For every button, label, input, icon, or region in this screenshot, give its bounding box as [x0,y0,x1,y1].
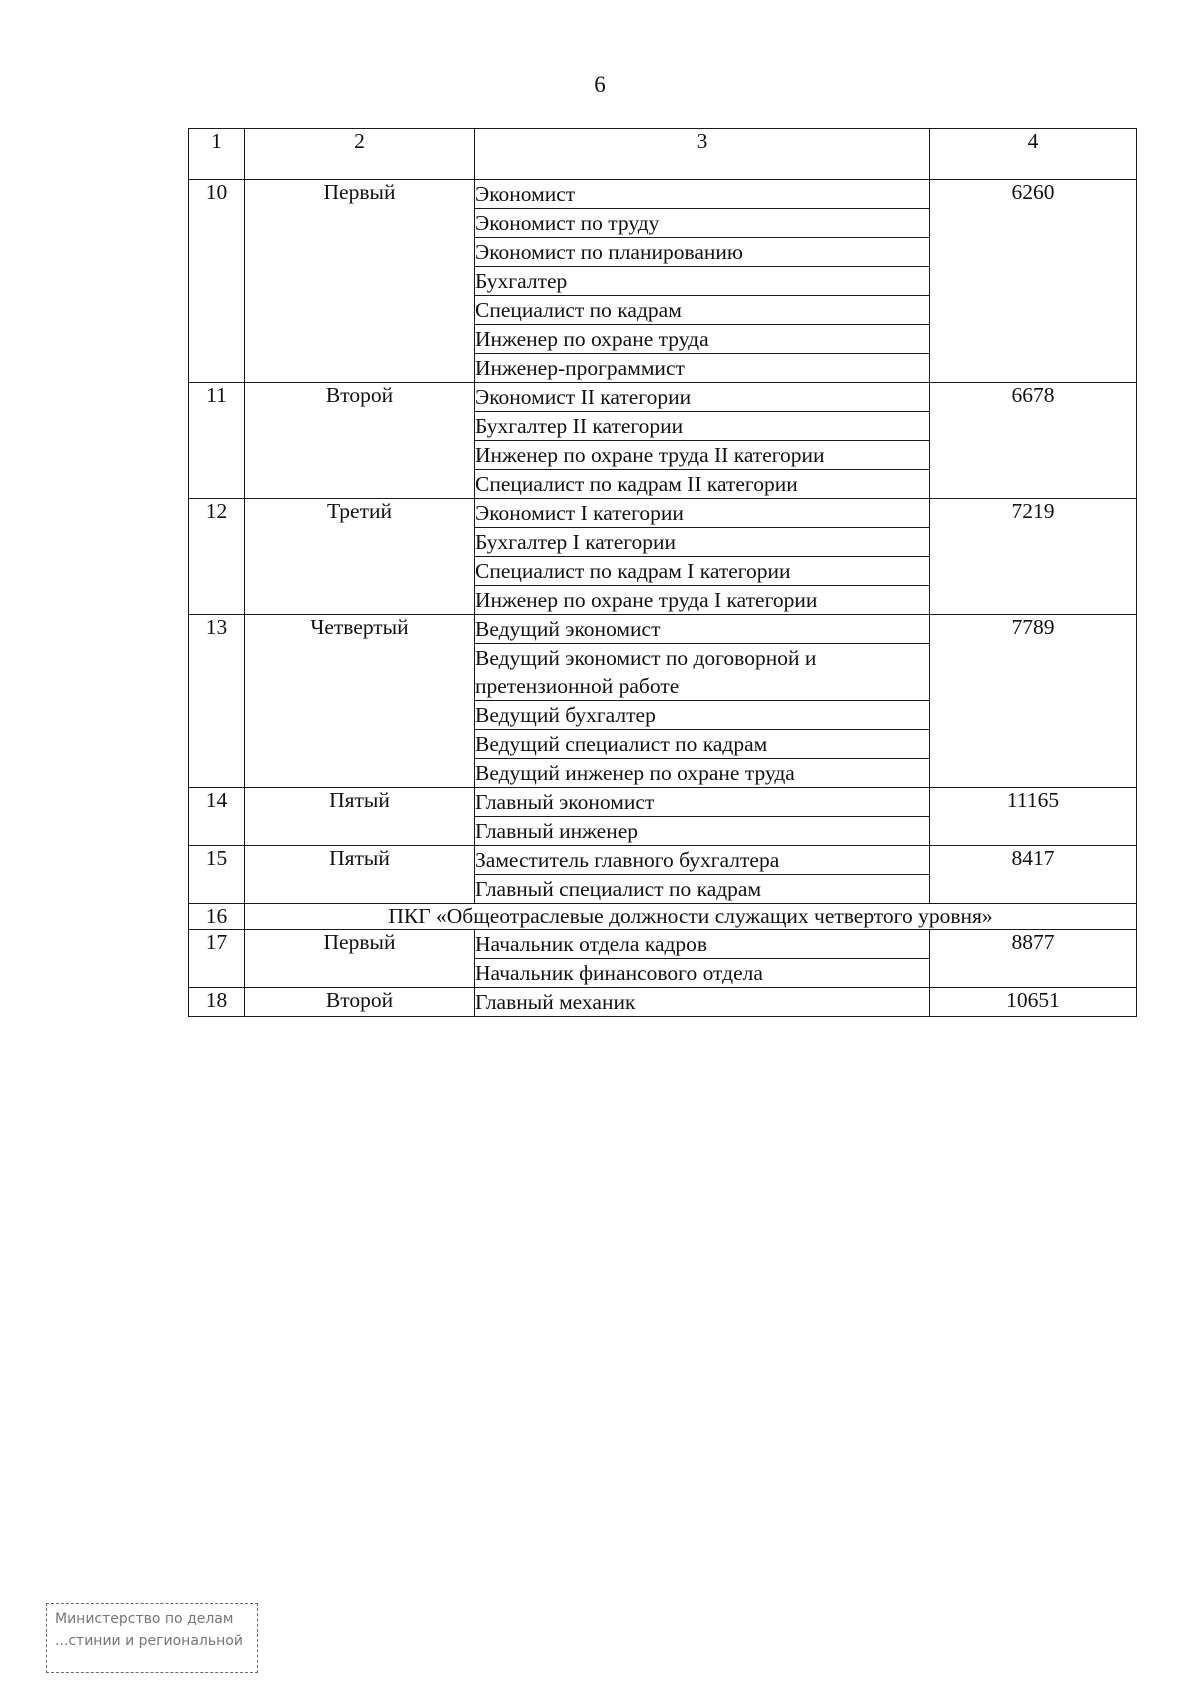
position-name: Экономист II категории [475,383,930,412]
salary-table [188,128,1137,1017]
position-name: Начальник отдела кадров [475,930,930,959]
ministry-stamp [46,1603,258,1673]
position-name: Главный механик [475,988,930,1017]
salary-value: 8417 [930,846,1137,904]
salary-value: 6260 [930,180,1137,383]
position-name: Бухгалтер [475,267,930,296]
table-row [189,988,1137,1017]
header-col-4: 4 [930,129,1137,180]
row-number: 13 [189,615,245,788]
table-row [189,180,1137,209]
position-name: Специалист по кадрам II категории [475,470,930,499]
row-number: 18 [189,988,245,1017]
table-row [189,930,1137,959]
header-col-3: 3 [475,129,930,180]
position-name: Главный экономист [475,788,930,817]
page-number: 6 [594,72,606,97]
section-row [189,904,1137,930]
salary-value: 7219 [930,499,1137,615]
position-name: Экономист I категории [475,499,930,528]
qualification-level: Второй [245,988,475,1017]
position-name: Инженер по охране труда II категории [475,441,930,470]
position-name: Главный специалист по кадрам [475,875,930,904]
table-row [189,383,1137,412]
table-row [189,788,1137,817]
stamp-line-1: Министерство по делам [55,1611,234,1627]
position-name: Специалист по кадрам I категории [475,557,930,586]
row-number: 16 [189,904,245,930]
qualification-level: Пятый [245,846,475,904]
qualification-level: Первый [245,930,475,988]
qualification-level: Второй [245,383,475,499]
position-name: Инженер по охране труда I категории [475,586,930,615]
table-row [189,615,1137,644]
position-name: Ведущий специалист по кадрам [475,730,930,759]
salary-value: 11165 [930,788,1137,846]
row-number: 12 [189,499,245,615]
position-name: Ведущий экономист по договорной и претензионной работе [475,644,930,701]
salary-value: 10651 [930,988,1137,1017]
position-name: Ведущий экономист [475,615,930,644]
position-name: Инженер по охране труда [475,325,930,354]
qualification-level: Третий [245,499,475,615]
position-name: Начальник финансового отдела [475,959,930,988]
salary-value: 7789 [930,615,1137,788]
position-name: Ведущий бухгалтер [475,701,930,730]
position-name: Ведущий инженер по охране труда [475,759,930,788]
row-number: 15 [189,846,245,904]
header-col-2: 2 [245,129,475,180]
position-name: Бухгалтер II категории [475,412,930,441]
position-name: Экономист [475,180,930,209]
position-name: Экономист по планированию [475,238,930,267]
qualification-level: Четвертый [245,615,475,788]
position-name: Главный инженер [475,817,930,846]
position-name: Инженер-программист [475,354,930,383]
salary-value: 6678 [930,383,1137,499]
row-number: 17 [189,930,245,988]
position-name: Специалист по кадрам [475,296,930,325]
qualification-level: Пятый [245,788,475,846]
qualification-level: Первый [245,180,475,383]
row-number: 11 [189,383,245,499]
table-row [189,499,1137,528]
section-title: ПКГ «Общеотраслевые должности служащих четвертого уровня» [245,904,1137,930]
row-number: 14 [189,788,245,846]
position-name: Экономист по труду [475,209,930,238]
position-name: Бухгалтер I категории [475,528,930,557]
header-col-1: 1 [189,129,245,180]
position-name: Заместитель главного бухгалтера [475,846,930,875]
header-row [189,129,1137,180]
row-number: 10 [189,180,245,383]
salary-value: 8877 [930,930,1137,988]
table-row [189,846,1137,875]
stamp-line-2: ...стинии и региональной [55,1633,243,1649]
